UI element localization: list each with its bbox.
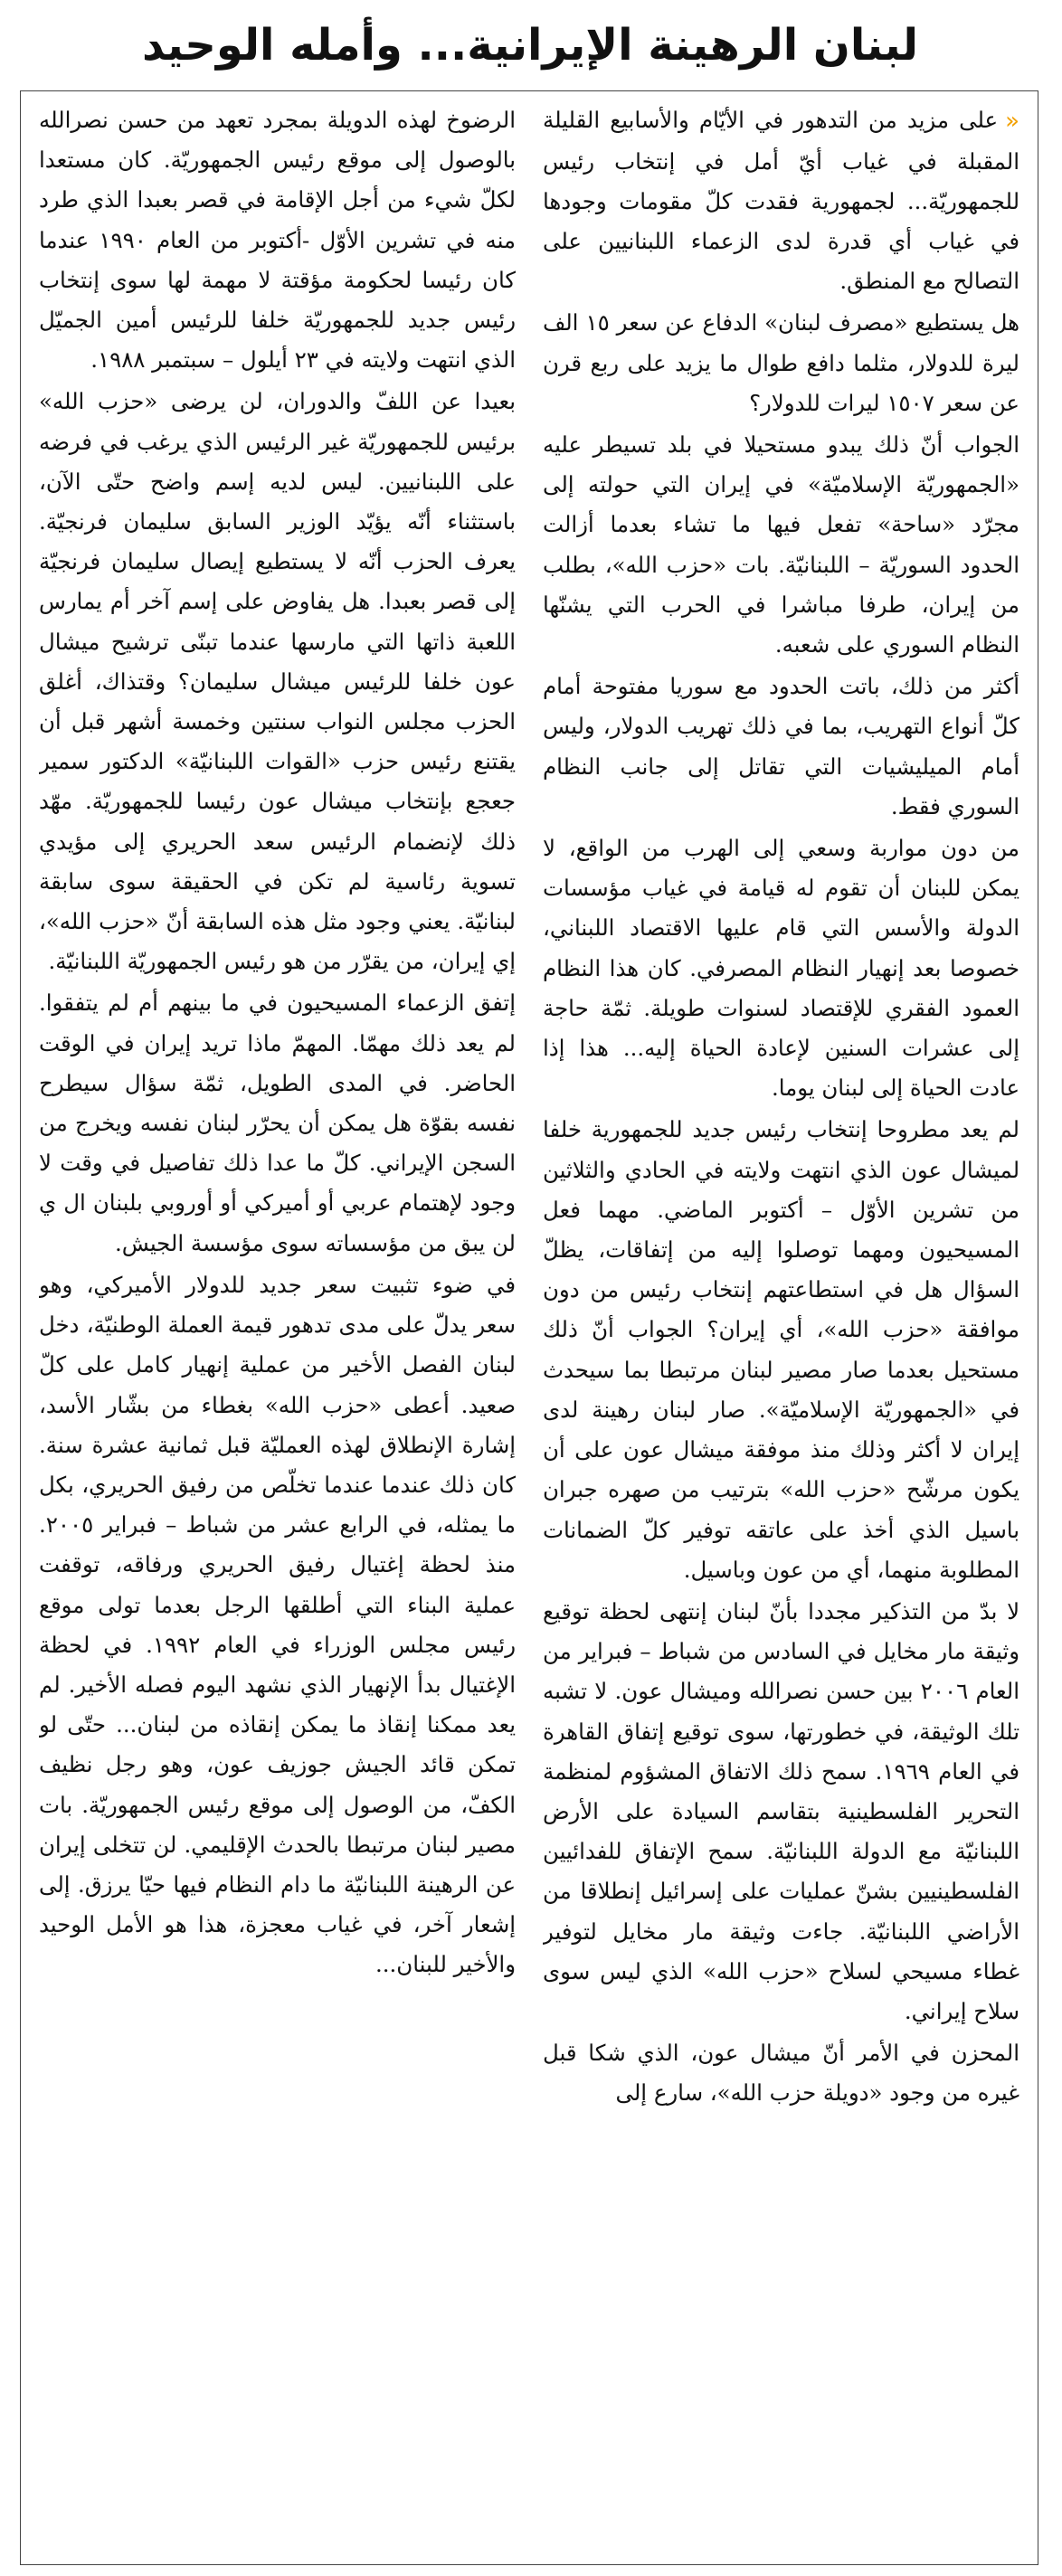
article-paragraph: من دون مواربة وسعي إلى الهرب من الواقع، لا يمكن للبنان أن تقوم له قيامة في غياب مؤسسات الدولة والأسس التي قام عليها الاقتصاد اللبناني، خصوصا بعد إنهيار النظام المصرفي. كان هذا النظام العمود الفقري للإقتصاد لسنوات طويلة. ثمّة حاجة إلى عشرات السنين لإعادة الحياة إليه... هذا إذا عادت الحياة إلى لبنان يوما. [543,835,1019,1102]
article-paragraph: في ضوء تثبيت سعر جديد للدولار الأميركي، وهو سعر يدلّ على مدى تدهور قيمة العملة الوطنيّة، دخل لبنان الفصل الأخير من عملية إنهيار كامل على كلّ صعيد. أعطى «حزب الله» بغطاء من بشّار الأسد، إشارة الإنطلاق لهذه العمليّة قبل ثمانية عشرة سنة. كان ذلك عندما عندما تخلّص من رفيق الحريري، بكل ما يمثله، في الرابع عشر من شباط – فبراير ٢٠٠٥. منذ لحظة إغتيال رفيق الحريري ورفاقه، توقفت عملية البناء التي أطلقها الرجل بعدما تولى موقع رئيس مجلس الوزراء في العام ١٩٩٢. في لحظة الإغتيال بدأ الإنهيار الذي نشهد اليوم فصله الأخير. لم يعد ممكنا إنقاذ ما يمكن إنقاذه من لبنان... حتّى لو تمكن قائد الجيش جوزيف عون، وهو رجل نظيف الكفّ، من الوصول إلى موقع رئيس الجمهوريّة. بات مصير لبنان مرتبطا بالحدث الإقليمي. لن تتخلى إيران عن الرهينة اللبنانيّة ما دام النظام فيها حيّا يرزق. إلى إشعار آخر، في غياب معجزة، هذا هو الأمل الوحيد والأخير للبنان... [39,1271,516,1978]
article-paragraph: المحزن في الأمر أنّ ميشال عون، الذي شكا قبل غيره من وجود «دويلة حزب الله»، سارع إلى [543,2040,1019,2107]
article-page [20,0,1040,2567]
article-paragraph: لم يعد مطروحا إنتخاب رئيس جديد للجمهورية خلفا لميشال عون الذي انتهت ولايته في الحادي والثلاثين من تشرين الأوّل – أكتوبر الماضي. مهما فعل المسيحيون ومهما توصلوا إليه من إتفاقات، يظلّ السؤال هل في استطاعتهم إنتخاب رئيس من دون موافقة «حزب الله»، أي إيران؟ الجواب أنّ ذلك مستحيل بعدما صار مصير لبنان مرتبطا بما سيحدث في «الجمهوريّة الإسلاميّة». صار لبنان رهينة لدى إيران لا أكثر وذلك منذ موفقة ميشال عون على أن يكون مرشّح «حزب الله» بترتيب من صهره جبران باسيل الذي أخذ على عاتقه توفير كلّ الضمانات المطلوبة منهما، أي من عون وباسيل. [543,1116,1019,1583]
article-frame [20,90,1038,2565]
article-paragraph [543,100,1019,301]
article-title: لبنان الرهينة الإيرانية... وأمله الوحيد [141,20,919,71]
paragraph-text: على مزيد من التدهور في الأيّام والأسابيع القليلة المقبلة في غياب أيّ أمل في إنتخاب رئيس للجمهوريّة... لجمهورية فقدت كلّ مقومات وجودها في غياب أي قدرة لدى الزعماء اللبنانيين على التصالح مع المنطق. [543,107,1019,295]
article-paragraph: بعيدا عن اللفّ والدوران، لن يرضى «حزب الله» برئيس للجمهوريّة غير الرئيس الذي يرغب في فرضه على اللبنانيين. ليس لديه إسم واضح حتّى الآن، باستثناء أنّه يؤيّد الوزير السابق سليمان فرنجيّة. يعرف الحزب أنّه لا يستطيع إيصال سليمان فرنجيّة إلى قصر بعبدا. هل يفاوض على إسم آخر أم يمارس اللعبة ذاتها التي مارسها عندما تبنّى ترشيح ميشال عون خلفا للرئيس ميشال سليمان؟ وقتذاك، أغلق الحزب مجلس النواب سنتين وخمسة أشهر قبل أن يقتنع رئيس حزب «القوات اللبنانيّة» الدكتور سمير جعجع بإنتخاب ميشال عون رئيسا للجمهوريّة. مهّد ذلك لإنضمام الرئيس سعد الحريري إلى مؤيدي تسوية رئاسية لم تكن في الحقيقة سوى سابقة لبنانيّة. يعني وجود مثل هذه السابقة أنّ «حزب الله»، إي إيران، من يقرّر من هو رئيس الجمهوريّة اللبنانيّة. [39,388,516,975]
double-chevron-left-icon: « [1005,108,1019,136]
article-paragraph: لا بدّ من التذكير مجددا بأنّ لبنان إنتهى لحظة توقيع وثيقة مار مخايل في السادس من شباط – فبراير من العام ٢٠٠٦ بين حسن نصرالله وميشال عون. لا تشبه تلك الوثيقة، في خطورتها، سوى توقيع إتفاق القاهرة في العام ١٩٦٩. سمح ذلك الاتفاق المشؤوم لمنظمة التحرير الفلسطينية بتقاسم السيادة على الأرض اللبنانيّة مع الدولة اللبنانيّة. سمح الإتفاق للفدائيين الفلسطينيين بشنّ عمليات على إسرائيل إنطلاقا من الأراضي اللبنانيّة. جاءت وثيقة مار مخايل لتوفير غطاء مسيحي لسلاح «حزب الله» الذي ليس سوى سلاح إيراني. [543,1597,1019,2024]
article-paragraph: هل يستطيع «مصرف لبنان» الدفاع عن سعر ١٥ الف ليرة للدولار، مثلما دافع طوال ما يزيد على ربع قرن عن سعر ١٥٠٧ ليرات للدولار؟ [543,309,1019,416]
article-columns [39,100,1019,2555]
article-paragraph: الجواب أنّ ذلك يبدو مستحيلا في بلد تسيطر عليه «الجمهوريّة الإسلاميّة» في إيران التي حولته إلى مجرّد «ساحة» تفعل فيها ما تشاء بعدما أزالت الحدود السوريّة – اللبنانيّة. بات «حزب الله»، بطلب من إيران، طرفا مباشرا في الحرب التي يشنّها النظام السوري على شعبه. [543,431,1019,658]
article-paragraph: إتفق الزعماء المسيحيون في ما بينهم أم لم يتفقوا. لم يعد ذلك مهمّا. المهمّ ماذا تريد إيران في الوقت الحاضر. في المدى الطويل، ثمّة سؤال سيطرح نفسه بقوّة هل يمكن أن يحرّر لبنان نفسه ويخرج من السجن الإيراني. كلّ ما عدا ذلك تفاصيل في وقت لا وجود لإهتمام عربي أو أميركي أو أوروبي بلبنان ال ي لن يبق من مؤسساته سوى مؤسسة الجيش. [39,990,516,1256]
article-paragraph: أكثر من ذلك، باتت الحدود مع سوريا مفتوحة أمام كلّ أنواع التهريب، بما في ذلك تهريب الدولار، وليس أمام الميليشيات التي تقاتل إلى جانب النظام السوري فقط. [543,673,1019,819]
article-column-left [39,100,516,2555]
article-header [20,0,1040,90]
article-paragraph: الرضوخ لهذه الدويلة بمجرد تعهد من حسن نصرالله بالوصول إلى موقع رئيس الجمهوريّة. كان مستعدا لكلّ شيء من أجل الإقامة في قصر بعبدا الذي طرد منه في تشرين الأوّل -أكتوبر من العام ١٩٩٠ عندما كان رئيسا لحكومة مؤقتة لا مهمة لها سوى إنتخاب رئيس جديد للجمهوريّة خلفا للرئيس أمين الجميّل الذي انتهت ولايته في ٢٣ أيلول – سبتمبر ١٩٨٨. [39,107,516,374]
article-column-right [543,100,1019,2555]
